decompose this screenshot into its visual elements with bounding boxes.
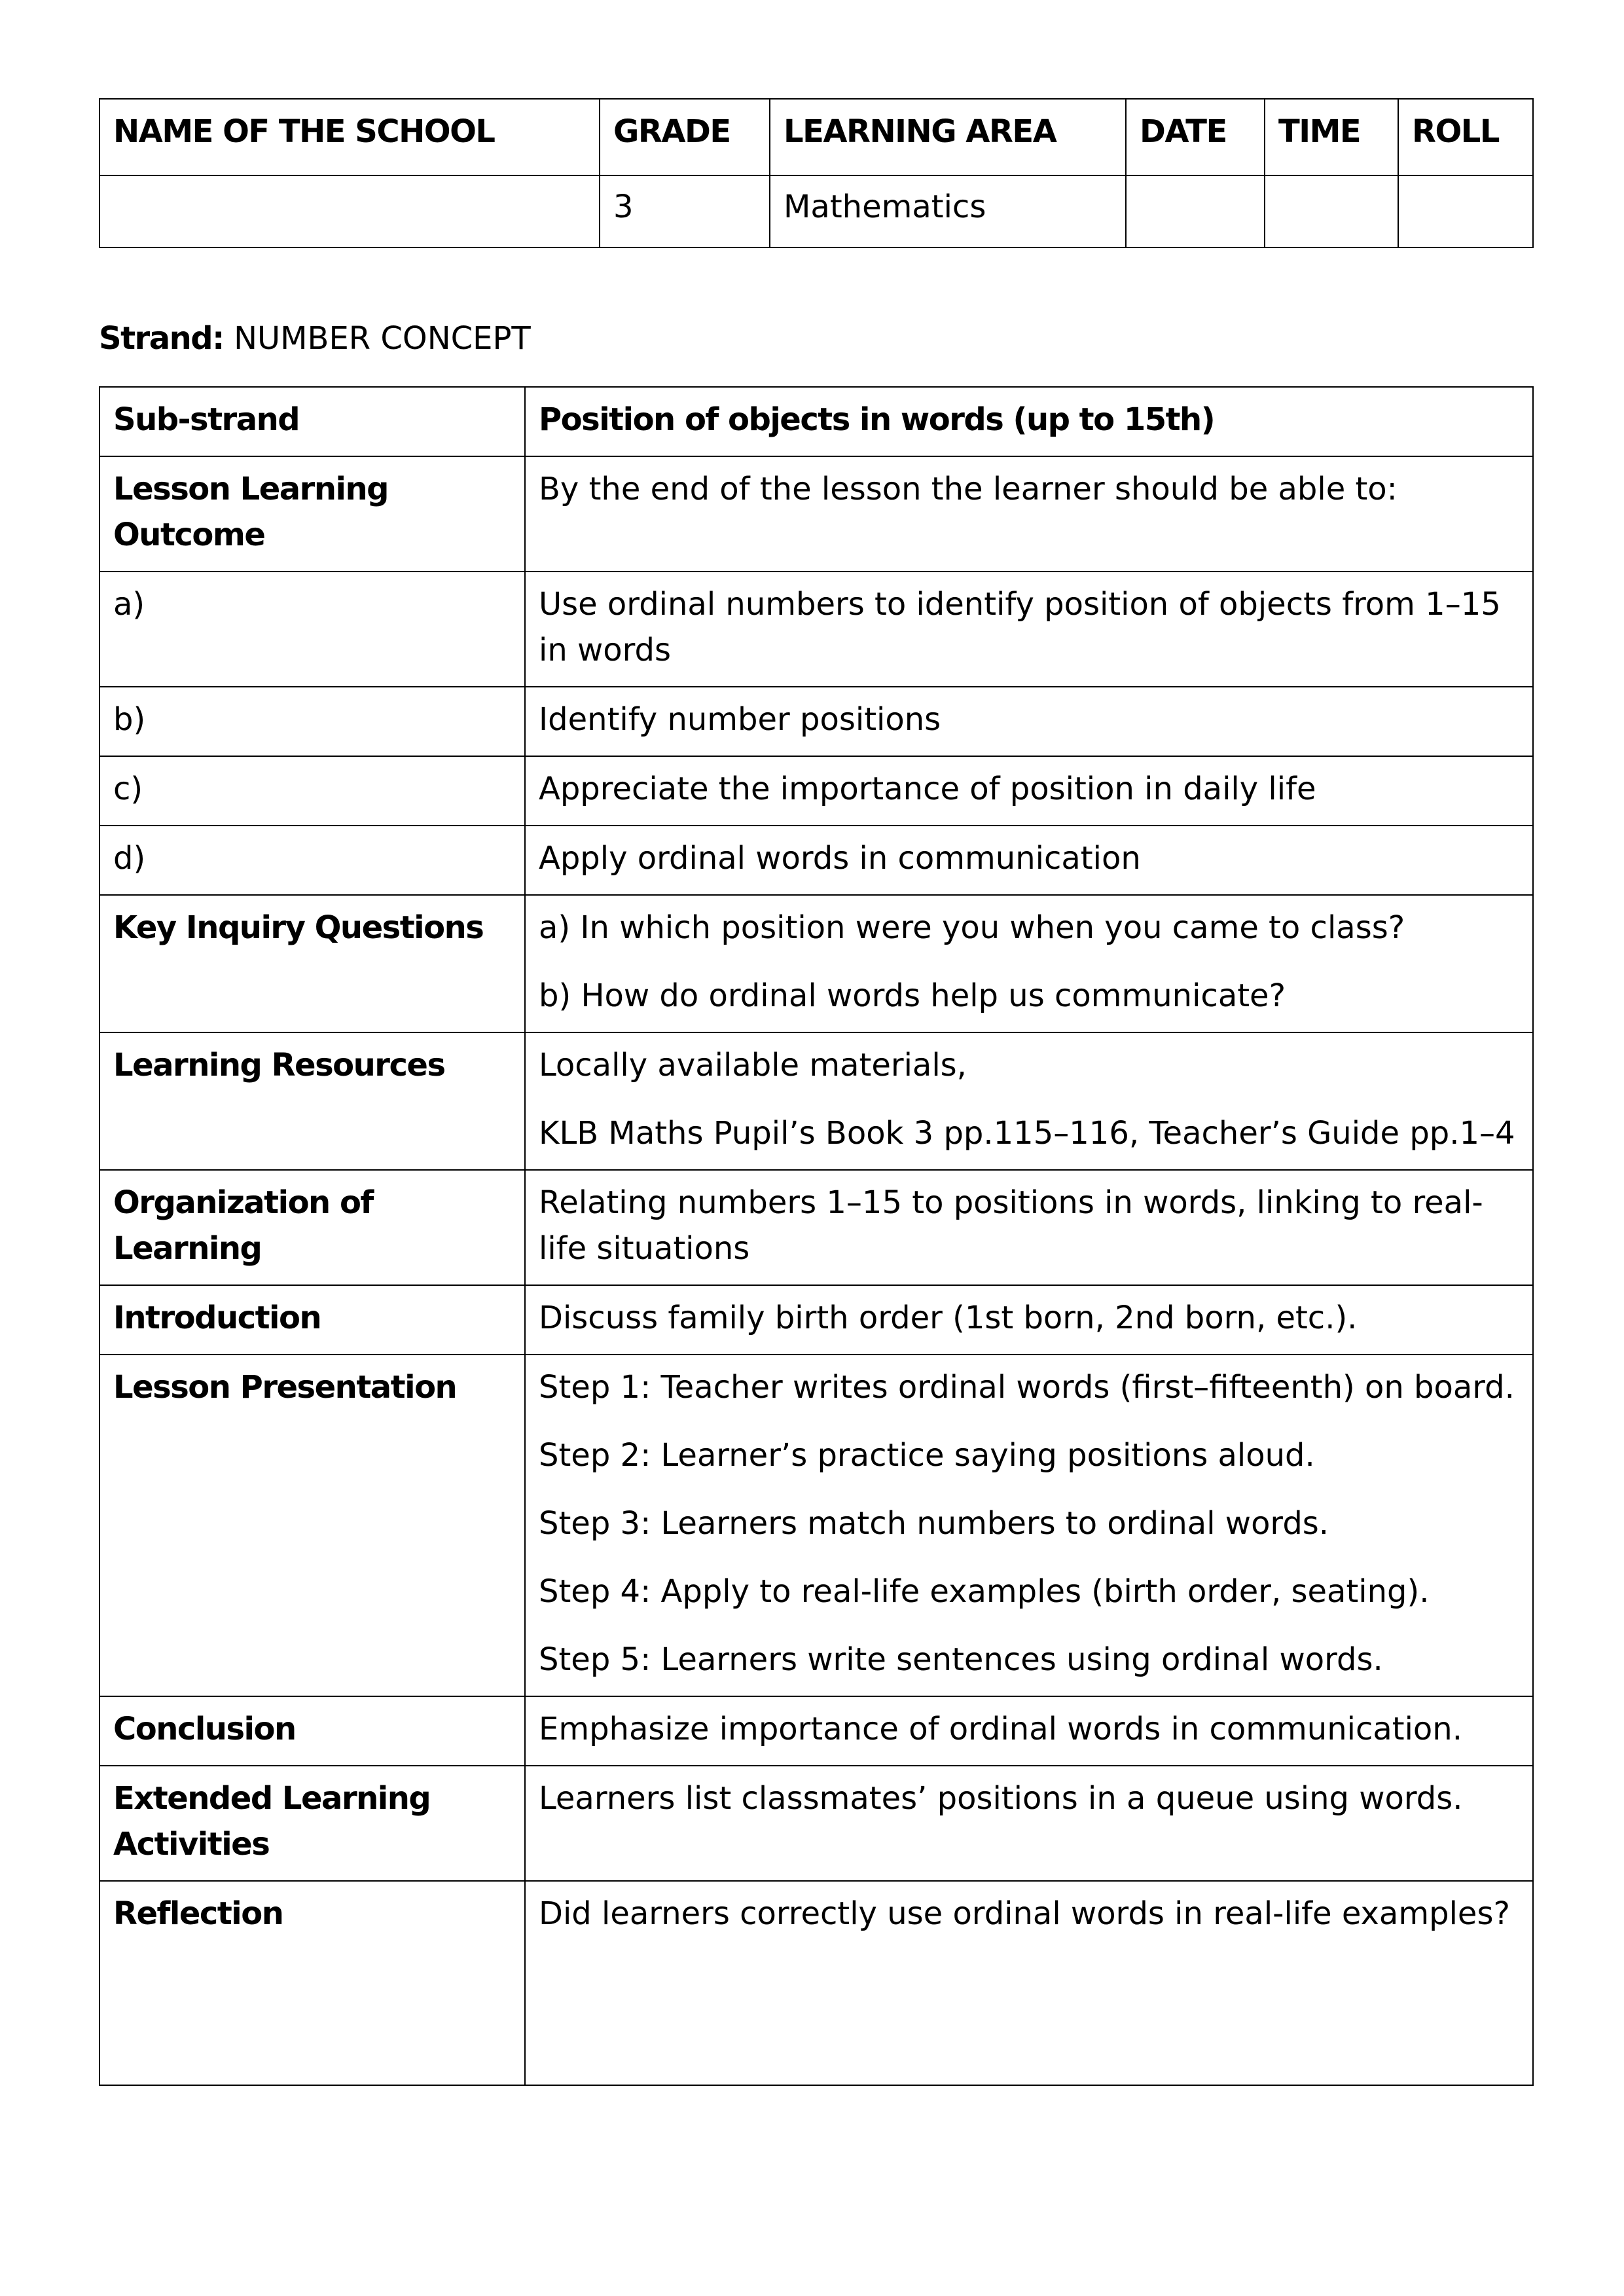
resources-list bbox=[525, 1032, 1533, 1170]
presentation-step: Step 5: Learners write sentences using ordinal words. bbox=[539, 1641, 1383, 1678]
organization-label: Organization of Learning bbox=[99, 1170, 525, 1285]
objective-label: b) bbox=[99, 687, 525, 756]
objective-text: Appreciate the importance of position in daily life bbox=[525, 756, 1533, 826]
extended-label: Extended Learning Activities bbox=[99, 1766, 525, 1881]
presentation-label: Lesson Presentation bbox=[99, 1355, 525, 1696]
roll-value bbox=[1398, 175, 1533, 247]
inquiry-label: Key Inquiry Questions bbox=[99, 895, 525, 1032]
introduction-value: Discuss family birth order (1st born, 2nd born, etc.). bbox=[525, 1285, 1533, 1355]
conclusion-label: Conclusion bbox=[99, 1696, 525, 1766]
conclusion-row bbox=[99, 1696, 1533, 1766]
time-value bbox=[1265, 175, 1398, 247]
inquiry-question: a) In which position were you when you came to class? bbox=[539, 909, 1405, 946]
extended-value: Learners list classmates’ positions in a queue using words. bbox=[525, 1766, 1533, 1881]
conclusion-value: Emphasize importance of ordinal words in communication. bbox=[525, 1696, 1533, 1766]
objective-text: Apply ordinal words in communication bbox=[525, 826, 1533, 895]
resource-line: KLB Maths Pupil’s Book 3 pp.115–116, Teacher’s Guide pp.1–4 bbox=[539, 1115, 1515, 1152]
outcome-value: By the end of the lesson the learner should be able to: bbox=[525, 456, 1533, 572]
presentation-steps bbox=[525, 1355, 1533, 1696]
inquiry-question: b) How do ordinal words help us communicate? bbox=[539, 977, 1286, 1014]
time-header: TIME bbox=[1265, 99, 1398, 175]
date-value bbox=[1126, 175, 1265, 247]
strand-label: Strand: bbox=[99, 320, 224, 357]
introduction-row bbox=[99, 1285, 1533, 1355]
lesson-plan-table bbox=[99, 386, 1534, 2086]
objective-row-b bbox=[99, 687, 1533, 756]
extended-row bbox=[99, 1766, 1533, 1881]
grade-value: 3 bbox=[600, 175, 770, 247]
learning-area-header: LEARNING AREA bbox=[770, 99, 1126, 175]
roll-header: ROLL bbox=[1398, 99, 1533, 175]
outcome-label: Lesson Learning Outcome bbox=[99, 456, 525, 572]
school-name-header: NAME OF THE SCHOOL bbox=[99, 99, 600, 175]
reflection-value: Did learners correctly use ordinal words in real-life examples? bbox=[525, 1881, 1533, 2085]
objective-label: a) bbox=[99, 572, 525, 687]
date-header: DATE bbox=[1126, 99, 1265, 175]
header-row bbox=[99, 99, 1533, 175]
organization-row bbox=[99, 1170, 1533, 1285]
objective-label: c) bbox=[99, 756, 525, 826]
outcome-row bbox=[99, 456, 1533, 572]
strand-value: NUMBER CONCEPT bbox=[234, 320, 531, 357]
inquiry-row bbox=[99, 895, 1533, 1032]
sub-strand-label: Sub-strand bbox=[99, 387, 525, 456]
organization-value: Relating numbers 1–15 to positions in words, linking to real-life situations bbox=[525, 1170, 1533, 1285]
header-values-row bbox=[99, 175, 1533, 247]
objective-row-c bbox=[99, 756, 1533, 826]
school-name-value bbox=[99, 175, 600, 247]
objective-text: Identify number positions bbox=[525, 687, 1533, 756]
introduction-label: Introduction bbox=[99, 1285, 525, 1355]
reflection-label: Reflection bbox=[99, 1881, 525, 2085]
presentation-step: Step 1: Teacher writes ordinal words (first–fifteenth) on board. bbox=[539, 1369, 1515, 1406]
grade-header: GRADE bbox=[600, 99, 770, 175]
sub-strand-value: Position of objects in words (up to 15th) bbox=[525, 387, 1533, 456]
strand-line bbox=[99, 316, 531, 361]
objective-row-a bbox=[99, 572, 1533, 687]
resources-row bbox=[99, 1032, 1533, 1170]
inquiry-questions bbox=[525, 895, 1533, 1032]
lesson-header-table bbox=[99, 98, 1534, 248]
objective-row-d bbox=[99, 826, 1533, 895]
objective-label: d) bbox=[99, 826, 525, 895]
reflection-row bbox=[99, 1881, 1533, 2085]
presentation-row bbox=[99, 1355, 1533, 1696]
sub-strand-row bbox=[99, 387, 1533, 456]
objective-text: Use ordinal numbers to identify position of objects from 1–15 in words bbox=[525, 572, 1533, 687]
resources-label: Learning Resources bbox=[99, 1032, 525, 1170]
learning-area-value: Mathematics bbox=[770, 175, 1126, 247]
presentation-step: Step 2: Learner’s practice saying positions aloud. bbox=[539, 1437, 1315, 1474]
resource-line: Locally available materials, bbox=[539, 1047, 967, 1084]
presentation-step: Step 3: Learners match numbers to ordinal words. bbox=[539, 1505, 1329, 1542]
presentation-step: Step 4: Apply to real-life examples (birth order, seating). bbox=[539, 1573, 1430, 1610]
